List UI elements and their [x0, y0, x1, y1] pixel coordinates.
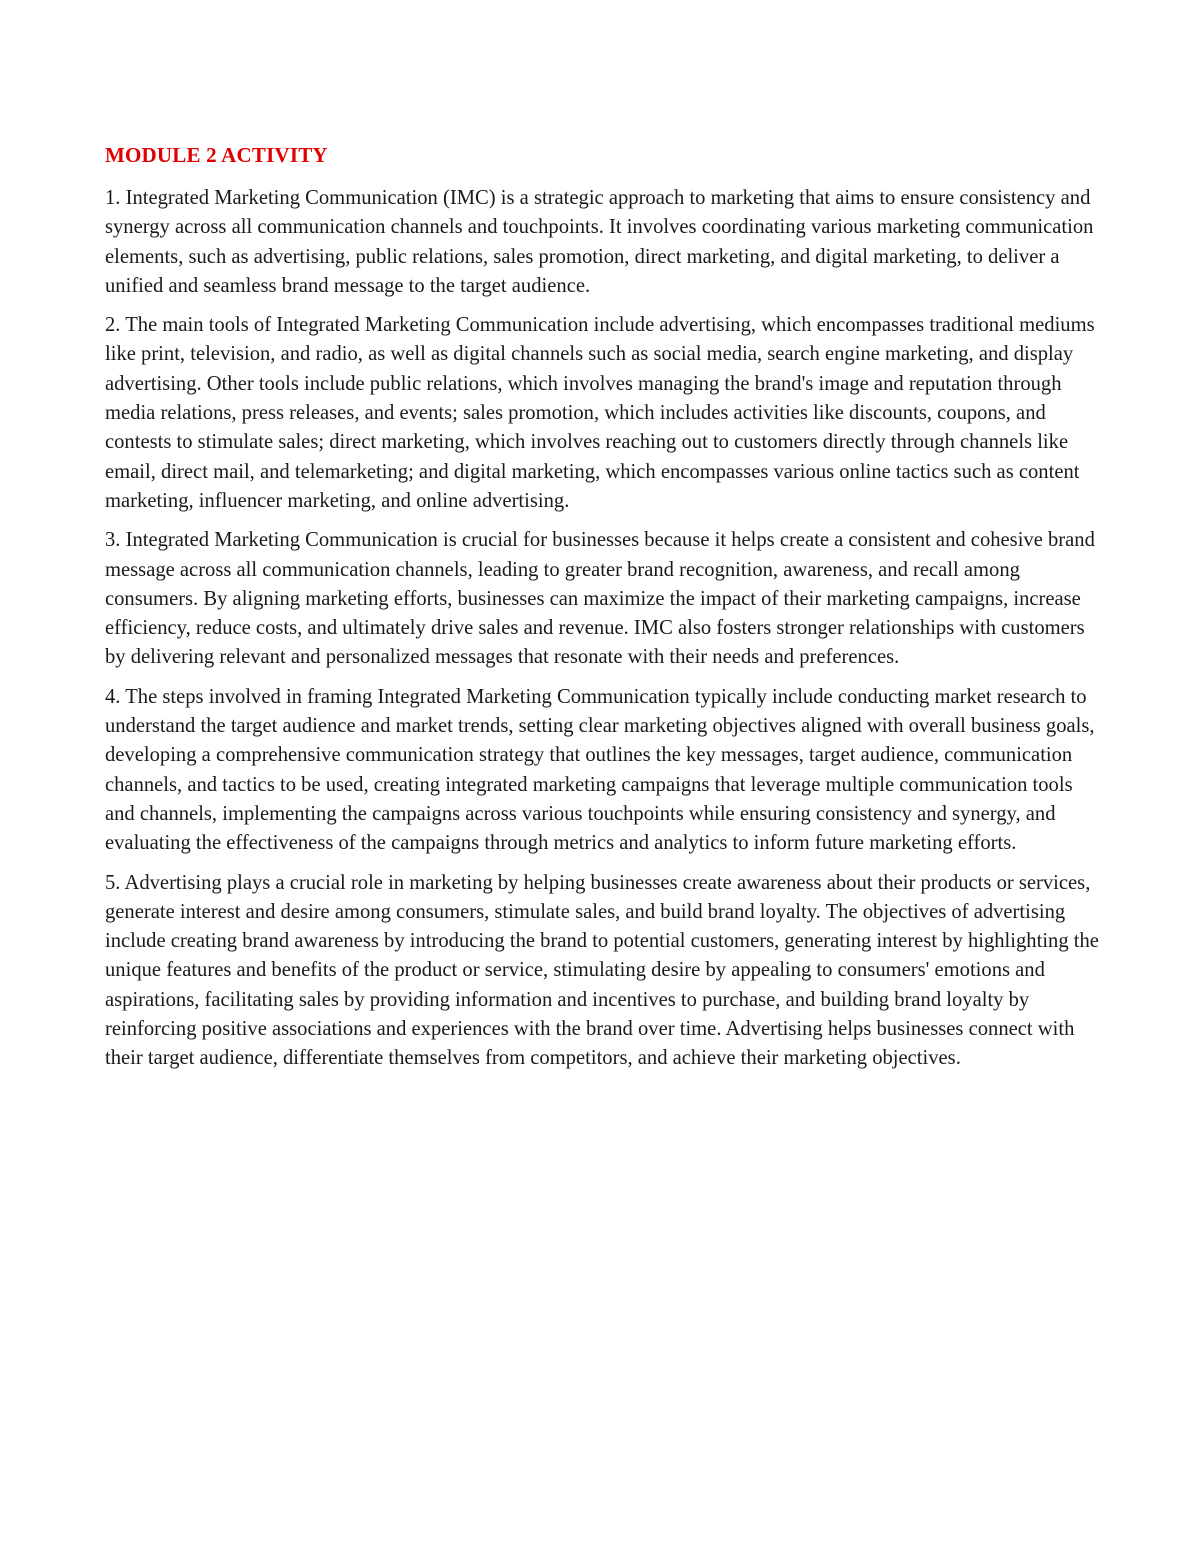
paragraph-2: 2. The main tools of Integrated Marketing Communication include advertising, which encompasses traditional mediums like print, television, and radio, as well as digital channels such as social media, search engine marketing, and display advertising. Other tools include public relations, which involves managing the brand's image and reputation through media relations, press releases, and events; sales promotion, which includes activities like discounts, coupons, and contests to stimulate sales; direct marketing, which involves reaching out to customers directly through channels like email, direct mail, and telemarketing; and digital marketing, which encompasses various online tactics such as content marketing, influencer marketing, and online advertising.: [105, 314, 1095, 512]
document-body: [105, 140, 1100, 1084]
paragraph-1: 1. Integrated Marketing Communication (IMC) is a strategic approach to marketing that aims to ensure consistency and synergy across all communication channels and touchpoints. It involves coordinating various marketing communication elements, such as advertising, public relations, sales promotion, direct marketing, and digital marketing, to deliver a unified and seamless brand message to the target audience.: [105, 187, 1094, 297]
paragraph-3: 3. Integrated Marketing Communication is crucial for businesses because it helps create a consistent and cohesive brand message across all communication channels, leading to greater brand recognition, awareness, and recall among consumers. By aligning marketing efforts, businesses can maximize the impact of their marketing campaigns, increase efficiency, reduce costs, and ultimately drive sales and revenue. IMC also fosters stronger relationships with customers by delivering relevant and personalized messages that resonate with their needs and preferences.: [105, 529, 1095, 669]
paragraph-5: 5. Advertising plays a crucial role in marketing by helping businesses create awareness about their products or services, generate interest and desire among consumers, stimulate sales, and build brand loyalty. The objectives of advertising include creating brand awareness by introducing the brand to potential customers, generating interest by highlighting the unique features and benefits of the product or service, stimulating desire by appealing to consumers' emotions and aspirations, facilitating sales by providing information and incentives to purchase, and building brand loyalty by reinforcing positive associations and experiences with the brand over time. Advertising helps businesses connect with their target audience, differentiate themselves from competitors, and achieve their marketing objectives.: [105, 871, 1099, 1070]
document-title: MODULE 2 ACTIVITY: [105, 143, 328, 167]
paragraph-4: 4. The steps involved in framing Integrated Marketing Communication typically include conducting market research to understand the target audience and market trends, setting clear marketing objectives aligned with overall business goals, developing a comprehensive communication strategy that outlines the key messages, target audience, communication channels, and tactics to be used, creating integrated marketing campaigns that leverage multiple communication tools and channels, implementing the campaigns across various touchpoints while ensuring consistency and synergy, and evaluating the effectiveness of the campaigns through metrics and analytics to inform future marketing efforts.: [105, 685, 1095, 855]
